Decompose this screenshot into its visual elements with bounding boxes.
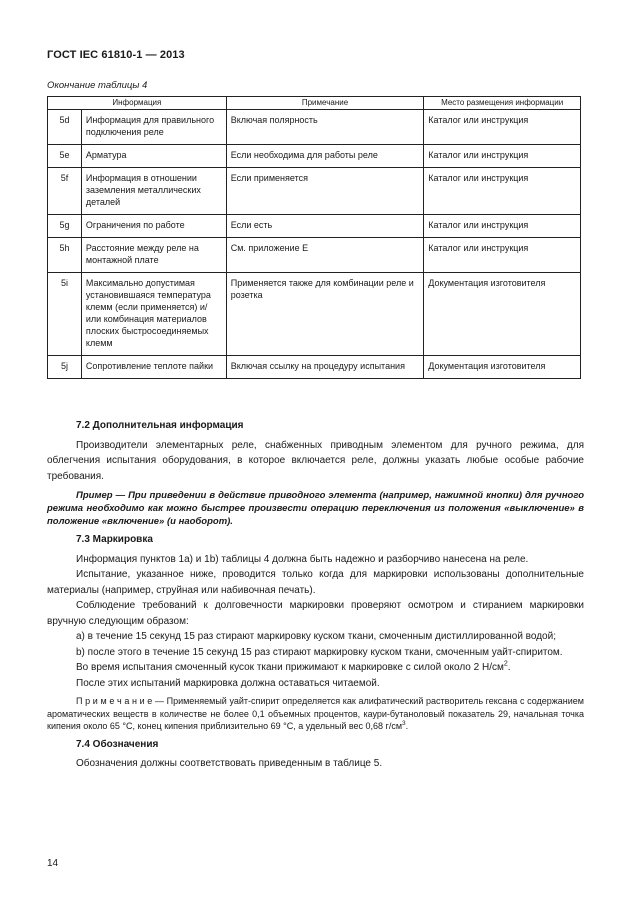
row-info: Информация для правильного подключения реле — [81, 110, 226, 145]
table-row — [48, 168, 581, 215]
row-number: 5d — [48, 110, 82, 145]
row-note: Применяется также для комбинации реле и розетка — [226, 273, 424, 356]
paragraph: Обозначения должны соответствовать приведенным в таблице 5. — [76, 758, 383, 769]
section-title: 7.2 Дополнительная информация — [76, 420, 244, 431]
table-row — [48, 273, 581, 356]
superscript: 2 — [503, 660, 508, 668]
row-info: Расстояние между реле на монтажной плате — [81, 238, 226, 273]
paragraph-text: Во время испытания смоченный кусок ткани прижимают к маркировке с силой около 2 Н/см — [76, 662, 504, 673]
row-place: Каталог или инструкция — [424, 238, 581, 273]
paragraph: Соблюдение требований к долговечности маркировки проверяют осмотром и стиранием маркировки вручную следующим образом: — [47, 600, 584, 627]
row-info: Максимально допустимая установившаяся температура клемм (если применяется) и/или комбинация материалов плоских быстросоединяемых клемм — [81, 273, 226, 356]
table-row — [48, 110, 581, 145]
row-place: Документация изготовителя — [424, 356, 581, 379]
document-header: ГОСТ IEC 61810-1 — 2013 — [47, 49, 185, 61]
row-number: 5e — [48, 145, 82, 168]
paragraph: Информация пунктов 1a) и 1b) таблицы 4 должна быть надежно и разборчиво нанесена на реле. — [76, 553, 529, 565]
table-caption: Окончание таблицы 4 — [47, 80, 148, 91]
row-number: 5g — [48, 215, 82, 238]
row-note: Если необходима для работы реле — [226, 145, 424, 168]
row-note: Если применяется — [226, 168, 424, 215]
list-item: a) в течение 15 секунд 15 раз стирают маркировку куском ткани, смоченным дистиллированной водой; — [76, 631, 556, 642]
column-header-info: Информация — [48, 97, 227, 110]
superscript: 3 — [402, 720, 406, 727]
row-note: Включая ссылку на процедуру испытания — [226, 356, 424, 379]
table-row — [48, 215, 581, 238]
row-place: Каталог или инструкция — [424, 215, 581, 238]
row-number: 5j — [48, 356, 82, 379]
paragraph — [47, 660, 584, 676]
row-note: Если есть — [226, 215, 424, 238]
page-number: 14 — [47, 858, 59, 869]
row-info: Сопротивление теплоте пайки — [81, 356, 226, 379]
paragraph-text: . — [507, 662, 511, 673]
row-place: Каталог или инструкция — [424, 110, 581, 145]
note-text — [47, 695, 584, 733]
paragraph: Испытание, указанное ниже, проводится только когда для маркировки использованы дополнительные материалы (например, струйная или набивочная печать). — [47, 569, 584, 596]
row-place: Каталог или инструкция — [424, 145, 581, 168]
row-note: См. приложение Е — [226, 238, 424, 273]
row-info: Информация в отношении заземления металлических деталей — [81, 168, 226, 215]
list-item: b) после этого в течение 15 секунд 15 раз стирают маркировку куском ткани, смоченным уайт-спиритом. — [76, 646, 563, 658]
row-info: Арматура — [81, 145, 226, 168]
note-body: П р и м е ч а н и е — Применяемый уайт-спирит определяется как алифатический растворитель гексана с содержанием ароматических веществ в количестве не более 0,1 объемных процентов, каури-бутаноловый показатель 29, начальная точка кипения около 65 °С, конец кипения приблизительно 69 °С, а удельный вес 0,68 г/см — [47, 696, 584, 731]
paragraph: Производители элементарных реле, снабженных приводным элементом для ручного режима, для облегчения испытания оборудования, в которое включается реле, должны указать любые особые рабочие требования. — [47, 439, 584, 482]
table-row — [48, 238, 581, 273]
row-place: Документация изготовителя — [424, 273, 581, 356]
table-header-row — [48, 97, 581, 110]
row-number: 5h — [48, 238, 82, 273]
table-row — [48, 356, 581, 379]
note-body: . — [405, 721, 409, 731]
paragraph: После этих испытаний маркировка должна оставаться читаемой. — [76, 677, 380, 689]
row-number: 5f — [48, 168, 82, 215]
section-title: 7.3 Маркировка — [76, 534, 153, 545]
column-header-note: Примечание — [226, 97, 424, 110]
table-row — [48, 145, 581, 168]
example-text: Пример — При приведении в действие приводного элемента (например, нажимной кнопки) для ручного режима необходимо как можно быстрее произвести операцию переключения из положения «выключение» в положение «включение» (и наоборот). — [47, 490, 584, 527]
row-note: Включая полярность — [226, 110, 424, 145]
info-table — [47, 96, 581, 379]
row-info: Ограничения по работе — [81, 215, 226, 238]
document-body — [47, 418, 584, 772]
section-title: 7.4 Обозначения — [76, 738, 159, 750]
row-number: 5i — [48, 273, 82, 356]
column-header-place: Место размещения информации — [424, 97, 581, 110]
row-place: Каталог или инструкция — [424, 168, 581, 215]
